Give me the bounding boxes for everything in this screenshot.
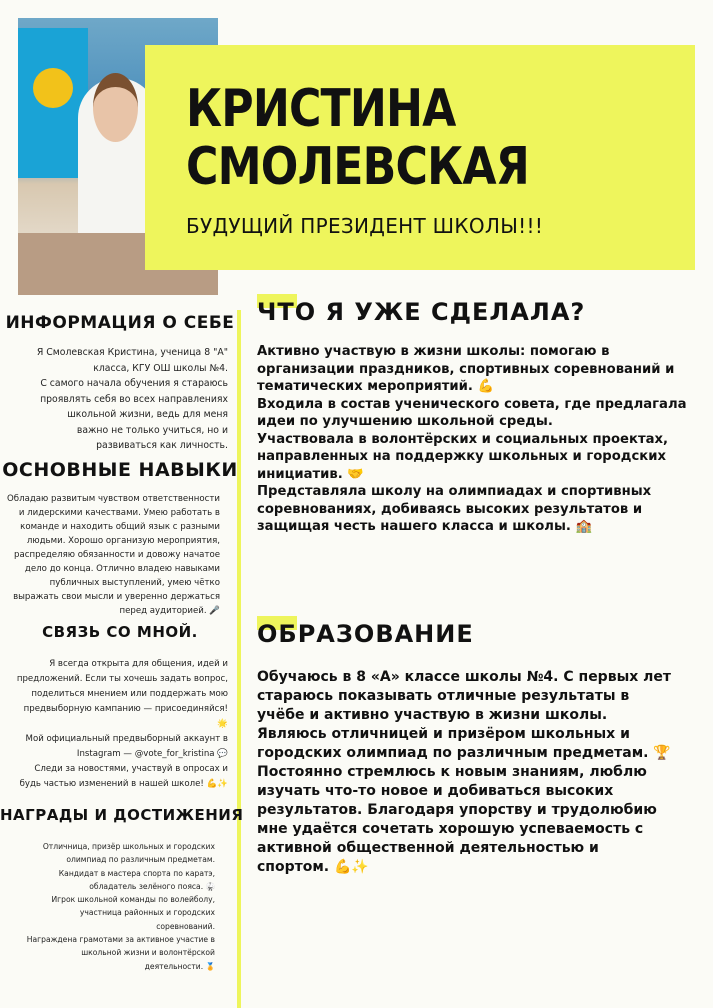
text-line: проявлять себя во всех направлениях xyxy=(40,393,228,405)
text-line: класса, КГУ ОШ школы №4. xyxy=(93,362,228,374)
name-line-1: КРИСТИНА xyxy=(186,79,456,139)
awards-title: НАГРАДЫ И ДОСТИЖЕНИЯ xyxy=(0,806,244,824)
text-line: Мой официальный предвыборный аккаунт в xyxy=(25,734,228,744)
flag-sun xyxy=(33,68,73,108)
subtitle: БУДУЩИЙ ПРЕЗИДЕНТ ШКОЛЫ!!! xyxy=(186,214,544,238)
text-line: городских олимпиад по различным предметам. 🏆 xyxy=(257,745,671,761)
text-line: идеи по улучшению школьной среды. xyxy=(257,414,553,429)
text-line: Отличница, призёр школьных и городских xyxy=(42,842,215,851)
divider-line xyxy=(237,310,241,1008)
text-line: 🌟 xyxy=(217,719,228,729)
text-line: дело до конца. Отлично владею навыками xyxy=(24,564,220,574)
contact-text xyxy=(0,657,228,792)
text-line: активной общественной деятельностью и xyxy=(257,840,599,856)
contact-title: СВЯЗЬ СО МНОЙ. xyxy=(42,623,198,641)
text-line: Кандидат в мастера спорта по каратэ, xyxy=(58,868,215,878)
instagram-link[interactable]: @vote_for_kristina xyxy=(134,749,215,759)
about-title: ИНФОРМАЦИЯ О СЕБЕ xyxy=(5,313,235,333)
text-line: тематических мероприятий. 💪 xyxy=(257,379,494,394)
text-line: перед аудиторией. 🎤 xyxy=(119,606,220,616)
speech-bubble-icon: 💬 xyxy=(214,749,228,759)
skills-title: ОСНОВНЫЕ НАВЫКИ xyxy=(2,459,238,481)
text-line: Обладаю развитым чувством ответственности xyxy=(7,494,220,504)
text-line: важно не только учиться, но и xyxy=(76,424,228,436)
about-text xyxy=(0,345,228,454)
text-line: стараюсь показывать отличные результаты в xyxy=(257,688,630,704)
text-line: Награждена грамотами за активное участие в xyxy=(26,935,215,945)
text-line: спортом. 💪✨ xyxy=(257,859,369,875)
text-line: Активно участвую в жизни школы: помогаю в xyxy=(257,344,610,359)
text-line: выражать свои мысли и уверенно держаться xyxy=(13,592,220,602)
name-line-2: СМОЛЕВСКАЯ xyxy=(186,137,529,197)
text-line: соревнованиях, добиваясь высоких результатов и xyxy=(257,501,643,517)
text-line: Входила в состав ученического совета, где предлагала xyxy=(257,396,687,412)
text-line: Я Смолевская Кристина, ученица 8 "А" xyxy=(36,347,228,358)
text-line: Участвовала в волонтёрских и социальных проектах, xyxy=(257,431,669,447)
text-line: Я всегда открыта для общения, идей и xyxy=(49,659,228,669)
text-line: предвыборную кампанию — присоединяйся! xyxy=(23,704,228,714)
text-line: Обучаюсь в 8 «А» классе школы №4. С первых лет xyxy=(257,669,671,685)
text-line: поделиться мнением или поддержать мою xyxy=(31,689,228,699)
text-line: и лидерскими качествами. Умею работать в xyxy=(18,508,220,518)
text-line: соревнований. xyxy=(156,921,215,931)
text-line: Игрок школьной команды по волейболу, xyxy=(51,895,215,905)
text-line: развиваться как личность. xyxy=(96,440,228,451)
text-line: Постоянно стремлюсь к новым знаниям, люблю xyxy=(257,764,647,780)
text-line: людьми. Хорошо организую мероприятия, xyxy=(26,536,220,546)
text-line: распределяю обязанности и довожу начатое xyxy=(14,550,220,560)
text-line: учёбе и активно участвую в жизни школы. xyxy=(257,707,608,723)
text-line: публичных выступлений, умею чётко xyxy=(49,578,220,588)
awards-text xyxy=(0,840,215,973)
done-title: ЧТО Я УЖЕ СДЕЛАЛА? xyxy=(257,298,585,326)
skills-text xyxy=(0,492,220,618)
text-line: олимпиад по различным предметам. xyxy=(66,855,215,865)
text-line: результатов. Благодаря упорству и трудолюбию xyxy=(257,802,657,818)
text-line: инициатив. 🤝 xyxy=(257,466,364,482)
education-text xyxy=(257,668,697,877)
text-line: школьной жизни, ведь для меня xyxy=(67,409,228,420)
text-line: Представляла школу на олимпиадах и спортивных xyxy=(257,484,652,499)
person-name xyxy=(186,80,529,196)
text-line: предложений. Если ты хочешь задать вопрос, xyxy=(16,674,228,684)
text-line: деятельности. 🏅 xyxy=(144,961,215,971)
text-line: защищая честь нашего класса и школы. 🏫 xyxy=(257,519,592,534)
instagram-prefix: Instagram — xyxy=(76,749,135,759)
text-line: изучать что-то новое и добиваться высоких xyxy=(257,783,614,799)
text-line: команде и находить общий язык с разными xyxy=(20,522,220,532)
text-line: Следи за новостями, участвуй в опросах и xyxy=(34,764,228,774)
text-line: обладатель зелёного пояса. 🥋 xyxy=(89,881,215,891)
person-head xyxy=(93,73,138,142)
text-line: направленных на поддержку школьных и городских xyxy=(257,449,666,464)
done-text xyxy=(257,343,697,536)
text-line: организации праздников, спортивных соревнований и xyxy=(257,361,675,377)
text-line: мне удаётся сочетать хорошую успеваемость с xyxy=(257,821,644,837)
education-title: ОБРАЗОВАНИЕ xyxy=(257,620,474,648)
text-line: школьной жизни и волонтёрской xyxy=(81,948,215,958)
text-line: С самого начала обучения я стараюсь xyxy=(40,378,228,389)
text-line: Являюсь отличницей и призёром школьных и xyxy=(257,726,630,742)
text-line: участница районных и городских xyxy=(79,908,215,918)
text-line: будь частью изменений в нашей школе! 💪✨ xyxy=(19,779,228,789)
